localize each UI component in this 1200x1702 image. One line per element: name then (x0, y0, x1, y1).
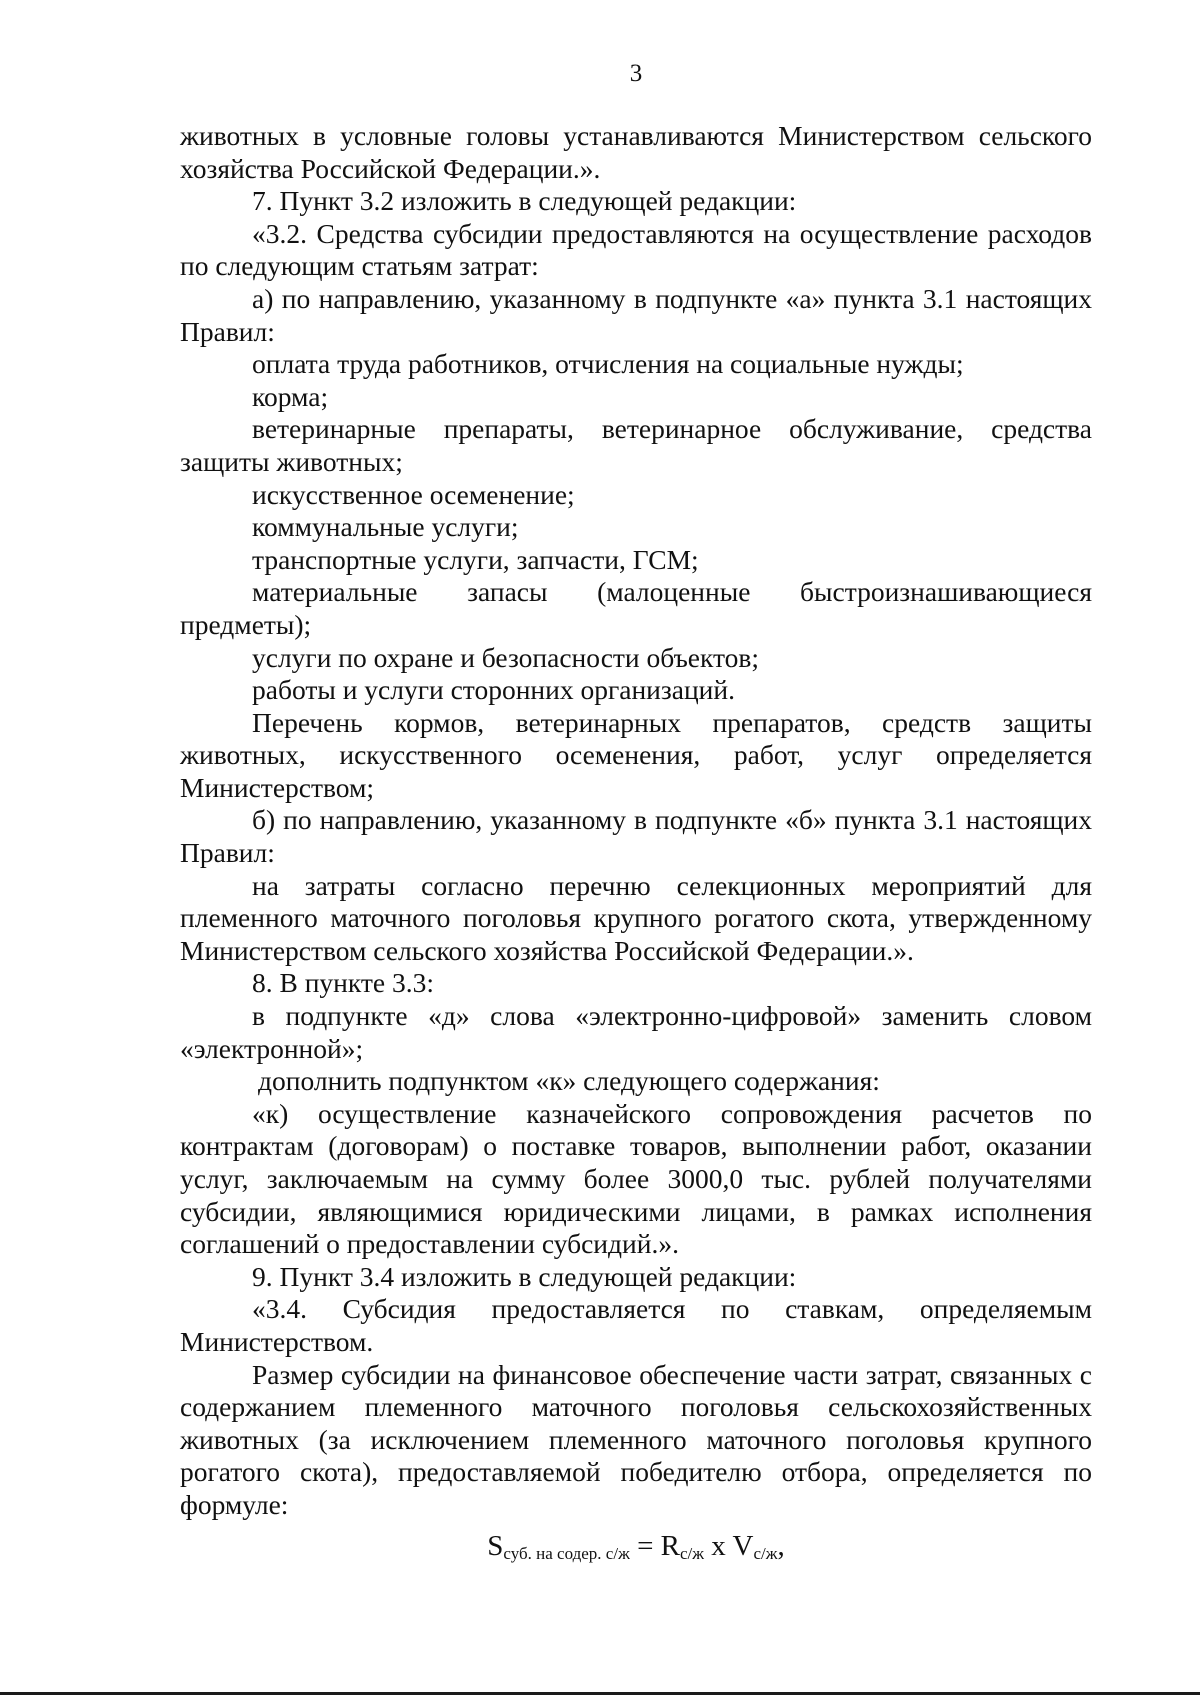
paragraph-item-8: 8. В пункте 3.3: (252, 967, 435, 999)
paragraph-subitem-a: а) по направлению, указанному в подпункте «а» пункта 3.1 настоящих Правил: (180, 282, 1092, 347)
paragraph-continuation: животных в условные головы устанавливаются Министерством сельского хозяйства Российской Федерации.». (180, 120, 1092, 184)
paragraph-selection-costs: на затраты согласно перечню селекционных мероприятий для племенного маточного поголовья крупного рогатого скота, утвержденному Министерством сельского хозяйства Российской Федерации.». (180, 869, 1092, 966)
paragraph-subitem-b: б) по направлению, указанному в подпункте «б» пункта 3.1 настоящих Правил: (180, 804, 1092, 869)
formula-v: V (732, 1530, 754, 1562)
formula-s-subscript: суб. на содер. с/ж (503, 1544, 630, 1563)
paragraph-subitem-k: «к) осуществление казначейского сопровождения расчетов по контрактам (договорам) о поставке товаров, выполнении работ, оказании услуг, заключаемым на сумму более 3000,0 тыс. рублей получателями субсидии, являющимися юридическими лицами, в рамках исполнения соглашений о предоставлении субсидий.». (180, 1097, 1092, 1260)
list-item-transport: транспортные услуги, запчасти, ГСМ; (252, 543, 699, 575)
page-number: 3 (629, 60, 643, 87)
list-item-labor: оплата труда работников, отчисления на социальные нужды; (252, 348, 964, 380)
formula-times: x (704, 1530, 733, 1562)
list-item-materials: материальные запасы (малоценные быстроизнашивающиеся предметы); (180, 576, 1092, 640)
list-item-third-party: работы и услуги сторонних организаций. (252, 674, 735, 706)
paragraph-item-9: 9. Пункт 3.4 изложить в следующей редакции: (252, 1260, 797, 1292)
document-body (180, 120, 1092, 1522)
list-item-insemination: искусственное осеменение; (252, 478, 575, 510)
paragraph-subitem-d: в подпункте «д» слова «электронно-цифровой» заменить словом «электронной»; (180, 1000, 1092, 1064)
paragraph-item-7: 7. Пункт 3.2 изложить в следующей редакции: (252, 185, 797, 217)
paragraph-clause-3-2: «3.2. Средства субсидии предоставляются на осуществление расходов по следующим статьям затрат: (180, 217, 1092, 282)
formula-s: S (487, 1530, 504, 1562)
list-item-utilities: коммунальные услуги; (252, 511, 519, 543)
subsidy-formula (0, 1530, 1200, 1564)
paragraph-subsidy-size: Размер субсидии на финансовое обеспечение части затрат, связанных с содержанием племенного маточного поголовья сельскохозяйственных животных (за исключением племенного маточного поголовья крупного рогатого скота), предоставляемой победителю отбора, определяется по формуле: (180, 1358, 1092, 1520)
formula-r-subscript: с/ж (680, 1544, 705, 1563)
paragraph-list-definition: Перечень кормов, ветеринарных препаратов, средств защиты животных, искусственного осеменения, работ, услуг определяется Министерством; (180, 706, 1092, 803)
formula-v-subscript: с/ж (753, 1544, 778, 1563)
formula-equals: = (629, 1530, 661, 1562)
paragraph-add-subitem-k: дополнить подпунктом «к» следующего содержания: (258, 1065, 880, 1097)
scan-bottom-edge (0, 1692, 1200, 1695)
paragraph-clause-3-4: «3.4. Субсидия предоставляется по ставкам, определяемым Министерством. (180, 1293, 1092, 1357)
formula-r: R (660, 1530, 681, 1562)
list-item-security: услуги по охране и безопасности объектов; (252, 641, 760, 673)
list-item-veterinary: ветеринарные препараты, ветеринарное обслуживание, средства защиты животных; (180, 413, 1092, 477)
list-item-feed: корма; (252, 380, 329, 412)
formula-comma: , (777, 1530, 785, 1562)
